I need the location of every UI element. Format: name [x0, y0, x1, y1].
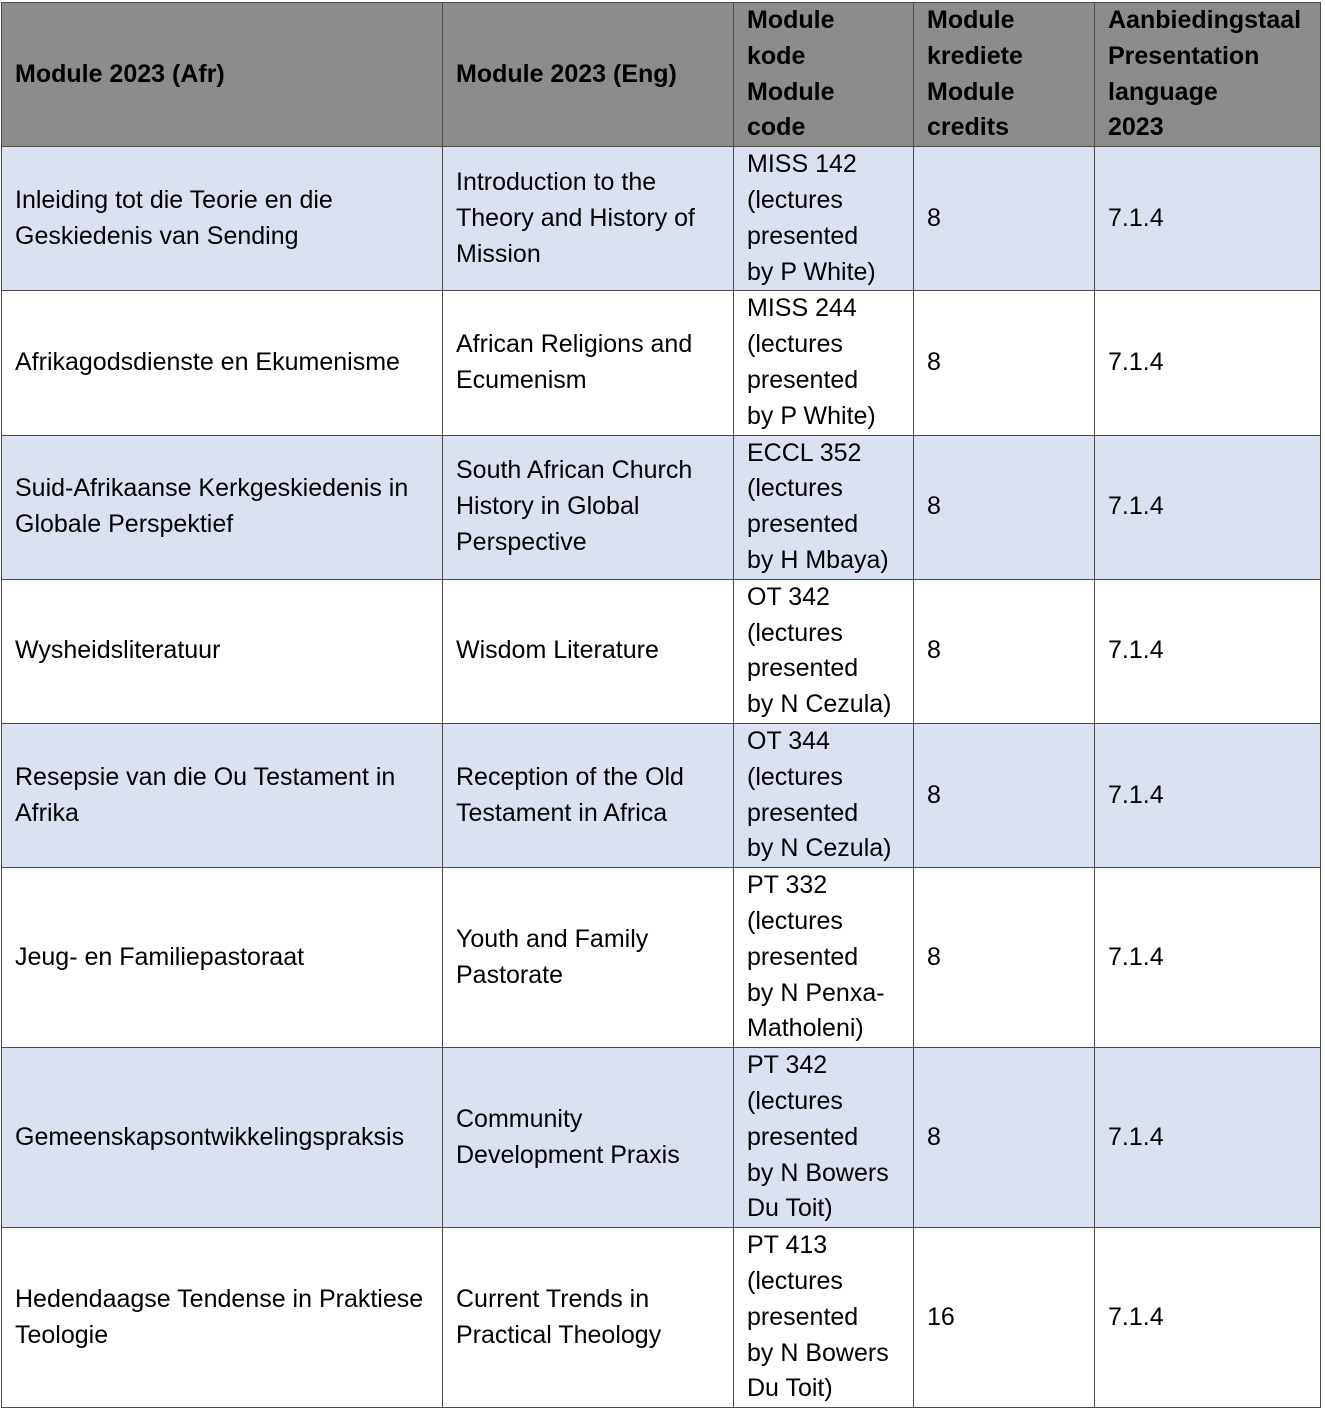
code-line: (lectures	[747, 474, 843, 503]
code-line: OT 342	[747, 582, 830, 611]
cell-module-afr: Afrikagodsdienste en Ekumenisme	[2, 291, 443, 435]
header-module-eng: Module 2023 (Eng)	[443, 3, 734, 147]
code-line: by P White)	[747, 257, 876, 286]
cell-module-credits: 8	[914, 147, 1095, 291]
header-code-line: code	[747, 113, 806, 142]
code-line: by N Bowers	[747, 1158, 889, 1187]
header-credits-line: Module	[927, 77, 1015, 106]
code-line: PT 413	[747, 1231, 828, 1260]
cell-presentation-language: 7.1.4	[1095, 868, 1321, 1048]
cell-module-credits: 8	[914, 291, 1095, 435]
code-line: OT 344	[747, 726, 830, 755]
cell-module-credits: 8	[914, 868, 1095, 1048]
code-line: presented	[747, 365, 859, 394]
cell-presentation-language: 7.1.4	[1095, 723, 1321, 867]
code-line: (lectures	[747, 1086, 843, 1115]
code-line: presented	[747, 654, 859, 683]
cell-module-eng: Youth and Family Pastorate	[443, 868, 734, 1048]
code-line: MISS 244	[747, 294, 857, 323]
header-module-afr: Module 2023 (Afr)	[2, 3, 443, 147]
code-line: Matholeni)	[747, 1014, 864, 1043]
code-line: (lectures	[747, 185, 843, 214]
code-line: by N Penxa-	[747, 978, 885, 1007]
code-line: PT 342	[747, 1051, 828, 1080]
cell-module-eng: Wisdom Literature	[443, 579, 734, 723]
table-row	[2, 579, 1321, 723]
cell-module-credits: 8	[914, 723, 1095, 867]
table-row	[2, 868, 1321, 1048]
header-credits-line: credits	[927, 113, 1009, 142]
header-presentation-language	[1095, 3, 1321, 147]
header-lang-line: Aanbiedingstaal	[1108, 6, 1302, 34]
modules-table	[1, 2, 1321, 1408]
cell-module-code	[734, 579, 914, 723]
header-lang-line: language	[1108, 77, 1218, 106]
code-line: (lectures	[747, 906, 843, 935]
code-line: by N Cezula)	[747, 834, 892, 863]
table-row	[2, 147, 1321, 291]
table-row	[2, 723, 1321, 867]
code-line: Du Toit)	[747, 1194, 833, 1223]
cell-module-code	[734, 1228, 914, 1408]
cell-module-afr: Resepsie van die Ou Testament in Afrika	[2, 723, 443, 867]
cell-module-code	[734, 435, 914, 579]
code-line: by N Bowers	[747, 1338, 889, 1367]
code-line: presented	[747, 221, 859, 250]
cell-module-code	[734, 1048, 914, 1228]
cell-module-afr: Gemeenskapsontwikkelingspraksis	[2, 1048, 443, 1228]
code-line: PT 332	[747, 871, 828, 900]
cell-module-afr: Inleiding tot die Teorie en die Geskiedenis van Sending	[2, 147, 443, 291]
code-line: MISS 142	[747, 150, 857, 179]
code-line: Du Toit)	[747, 1374, 833, 1403]
code-line: presented	[747, 798, 859, 827]
cell-presentation-language: 7.1.4	[1095, 1228, 1321, 1408]
cell-module-credits: 8	[914, 579, 1095, 723]
code-line: (lectures	[747, 618, 843, 647]
code-line: presented	[747, 510, 859, 539]
header-code-line: Module	[747, 6, 835, 34]
code-line: presented	[747, 942, 859, 971]
cell-module-eng: Current Trends in Practical Theology	[443, 1228, 734, 1408]
header-code-line: Module	[747, 77, 835, 106]
cell-module-eng: Community Development Praxis	[443, 1048, 734, 1228]
cell-module-afr: Jeug- en Familiepastoraat	[2, 868, 443, 1048]
header-lang-line: Presentation	[1108, 41, 1260, 70]
cell-presentation-language: 7.1.4	[1095, 291, 1321, 435]
code-line: ECCL 352	[747, 438, 862, 467]
cell-module-eng: African Religions and Ecumenism	[443, 291, 734, 435]
header-code-line: kode	[747, 41, 806, 70]
cell-module-credits: 16	[914, 1228, 1095, 1408]
code-line: (lectures	[747, 762, 843, 791]
cell-presentation-language: 7.1.4	[1095, 147, 1321, 291]
cell-module-afr: Suid-Afrikaanse Kerkgeskiedenis in Globale Perspektief	[2, 435, 443, 579]
header-module-credits	[914, 3, 1095, 147]
table-row	[2, 1228, 1321, 1408]
header-lang-line: 2023	[1108, 113, 1164, 142]
cell-module-code	[734, 147, 914, 291]
code-line: presented	[747, 1122, 859, 1151]
code-line: presented	[747, 1302, 859, 1331]
code-line: by H Mbaya)	[747, 545, 889, 574]
header-module-code	[734, 3, 914, 147]
cell-presentation-language: 7.1.4	[1095, 579, 1321, 723]
cell-module-eng: Reception of the Old Testament in Africa	[443, 723, 734, 867]
cell-module-afr: Wysheidsliteratuur	[2, 579, 443, 723]
table-row	[2, 435, 1321, 579]
cell-presentation-language: 7.1.4	[1095, 1048, 1321, 1228]
cell-module-credits: 8	[914, 435, 1095, 579]
code-line: by P White)	[747, 401, 876, 430]
table-row	[2, 1048, 1321, 1228]
code-line: by N Cezula)	[747, 690, 892, 719]
header-credits-line: krediete	[927, 41, 1023, 70]
cell-module-credits: 8	[914, 1048, 1095, 1228]
table-body	[2, 147, 1321, 1408]
cell-presentation-language: 7.1.4	[1095, 435, 1321, 579]
cell-module-afr: Hedendaagse Tendense in Praktiese Teologie	[2, 1228, 443, 1408]
cell-module-code	[734, 723, 914, 867]
cell-module-code	[734, 868, 914, 1048]
header-row	[2, 3, 1321, 147]
cell-module-code	[734, 291, 914, 435]
header-credits-line: Module	[927, 6, 1015, 34]
code-line: (lectures	[747, 1266, 843, 1295]
code-line: (lectures	[747, 330, 843, 359]
table-row	[2, 291, 1321, 435]
cell-module-eng: South African Church History in Global Perspective	[443, 435, 734, 579]
cell-module-eng: Introduction to the Theory and History of Mission	[443, 147, 734, 291]
